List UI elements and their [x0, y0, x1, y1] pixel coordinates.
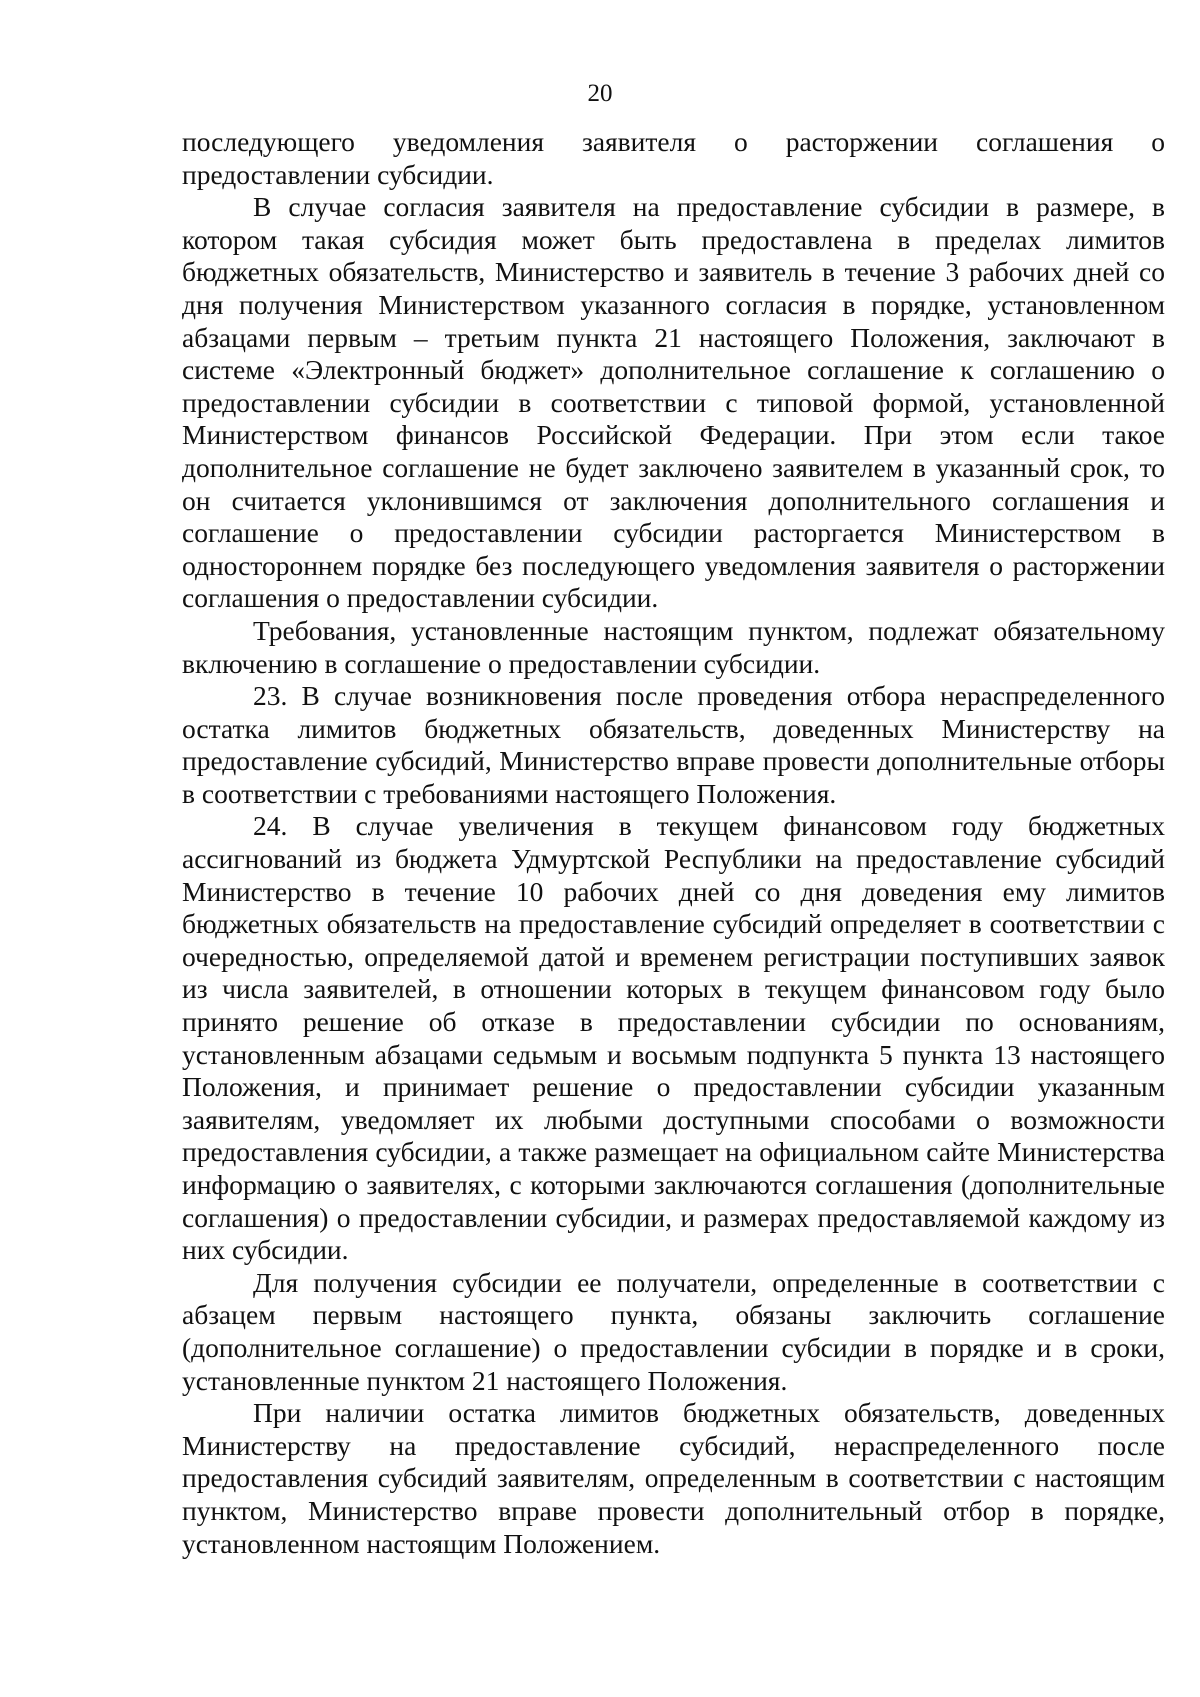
page-number: 20 — [587, 80, 613, 107]
document-body — [182, 126, 1165, 1560]
paragraph-consent-additional-agreement: В случае согласия заявителя на предоставление субсидии в размере, в котором такая субсидия может быть предоставлена в пределах лимитов бюджетных обязательств, Министерство и заявитель в течение 3 рабочих дней со дня получения Министерством указанного согласия в порядке, установленном абзацами первым – третьим пункта 21 настоящего Положения, заключают в системе «Электронный бюджет» дополнительное соглашение к соглашению о предоставлении субсидии в соответствии с типовой формой, установленной Министерством финансов Российской Федерации. При этом если такое дополнительное соглашение не будет заключено заявителем в указанный срок, то он считается уклонившимся от заключения дополнительного соглашения и соглашение о предоставлении субсидии расторгается Министерством в одностороннем порядке без последующего уведомления заявителя о расторжении соглашения о предоставлении субсидии. — [182, 191, 1165, 614]
paragraph-requirements: Требования, установленные настоящим пунктом, подлежат обязательному включению в соглашение о предоставлении субсидии. — [182, 614, 1165, 679]
paragraph-recipients-obligation: Для получения субсидии ее получатели, определенные в соответствии с абзацем первым настоящего пункта, обязаны заключить соглашение (дополнительное соглашение) о предоставлении субсидии в порядке и в сроки, установленные пунктом 21 настоящего Положения. — [182, 1266, 1165, 1396]
paragraph-remaining-limits: При наличии остатка лимитов бюджетных обязательств, доведенных Министерству на предоставление субсидий, нераспределенного после предоставления субсидий заявителям, определенным в соответствии с настоящим пунктом, Министерство вправе провести дополнительный отбор в порядке, установленном настоящим Положением. — [182, 1397, 1165, 1559]
paragraph-item-23: 23. В случае возникновения после проведения отбора нераспределенного остатка лимитов бюджетных обязательств, доведенных Министерству на предоставление субсидий, Министерство вправе провести дополнительные отборы в соответствии с требованиями настоящего Положения. — [182, 680, 1165, 809]
paragraph-item-24: 24. В случае увеличения в текущем финансовом году бюджетных ассигнований из бюджета Удмуртской Республики на предоставление субсидий Министерство в течение 10 рабочих дней со дня доведения ему лимитов бюджетных обязательств на предоставление субсидий определяет в соответствии с очередностью, определяемой датой и временем регистрации поступивших заявок из числа заявителей, в отношении которых в текущем финансовом году было принято решение об отказе в предоставлении субсидии по основаниям, установленным абзацами седьмым и восьмым подпункта 5 пункта 13 настоящего Положения, и принимает решение о предоставлении субсидии указанным заявителям, уведомляет их любыми доступными способами о возможности предоставления субсидии, а также размещает на официальном сайте Министерства информацию о заявителях, с которыми заключаются соглашения (дополнительные соглашения) о предоставлении субсидии, и размерах предоставляемой каждому из них субсидии. — [182, 810, 1165, 1266]
paragraph-continuation: последующего уведомления заявителя о расторжении соглашения о предоставлении субсидии. — [182, 126, 1165, 190]
